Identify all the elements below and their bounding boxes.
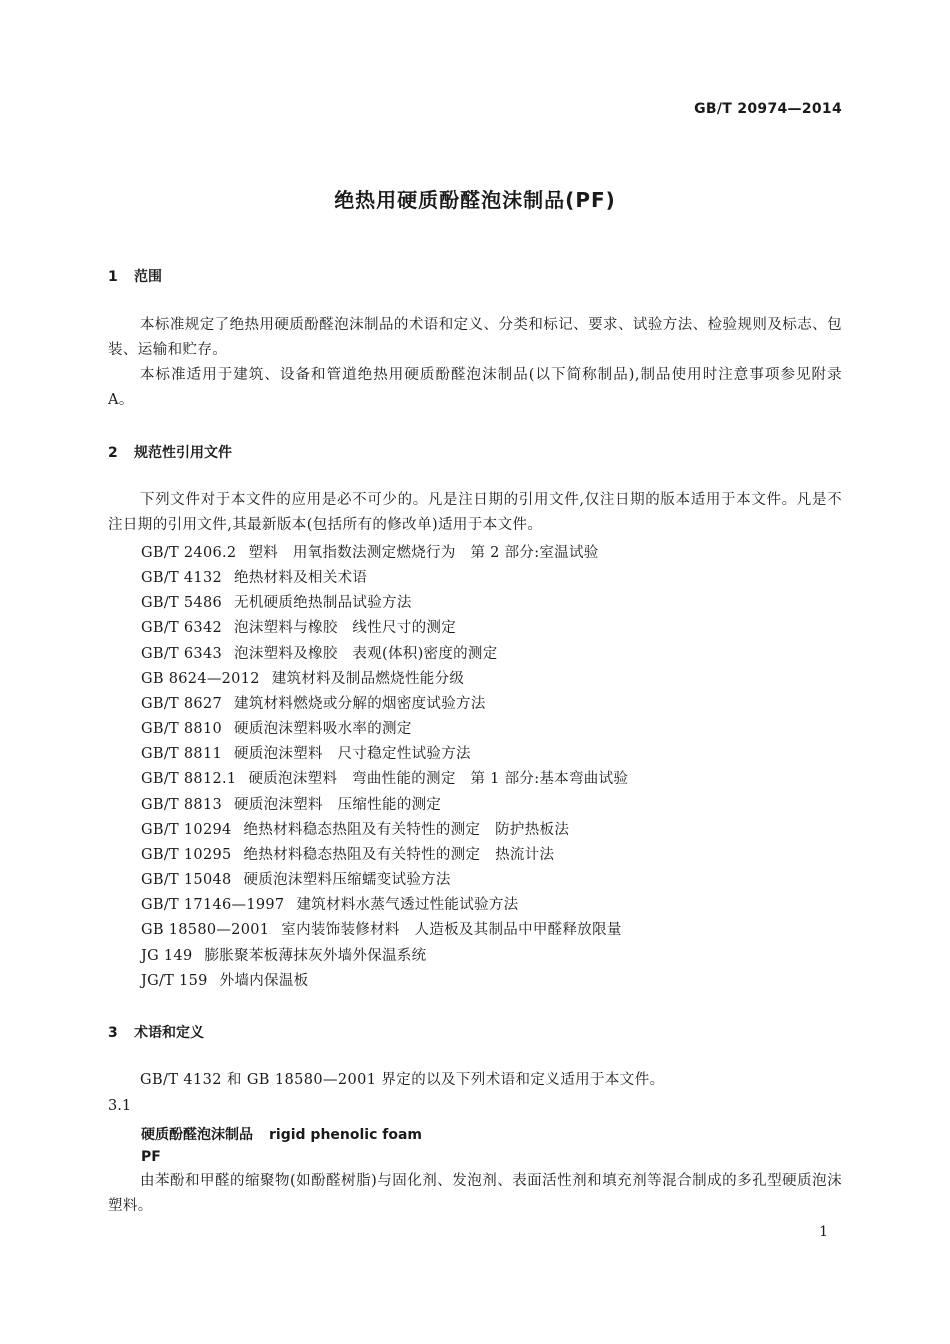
reference-title: 硬质泡沫塑料 尺寸稳定性试验方法 <box>234 746 471 762</box>
reference-title: 硬质泡沫塑料 压缩性能的测定 <box>234 797 442 813</box>
reference-title: 建筑材料燃烧或分解的烟密度试验方法 <box>234 696 486 712</box>
reference-item <box>141 843 554 864</box>
reference-title: 泡沫塑料及橡胶 表观(体积)密度的测定 <box>234 646 498 662</box>
section-number: 2 <box>108 445 118 461</box>
section-title: 规范性引用文件 <box>134 445 232 461</box>
reference-item <box>141 566 367 587</box>
reference-code: GB/T 15048 <box>141 872 232 888</box>
reference-title: 绝热材料及相关术语 <box>234 570 368 586</box>
reference-code: JG/T 159 <box>141 973 208 989</box>
section-1-heading <box>108 266 162 286</box>
reference-title: 绝热材料稳态热阻及有关特性的测定 热流计法 <box>243 847 555 863</box>
section-title: 范围 <box>134 269 162 285</box>
reference-title: 外墙内保温板 <box>219 973 309 989</box>
term-number: 3.1 <box>108 1098 132 1114</box>
reference-code: GB/T 10294 <box>141 822 232 838</box>
section-title: 术语和定义 <box>134 1025 204 1041</box>
term-heading <box>141 1124 422 1144</box>
section-1-paragraph: 本标准规定了绝热用硬质酚醛泡沫制品的术语和定义、分类和标记、要求、试验方法、检验规则及标志、包装、运输和贮存。 <box>108 317 842 358</box>
standard-code: GB/T 20974—2014 <box>694 101 842 117</box>
reference-title: 建筑材料水蒸气透过性能试验方法 <box>296 897 519 913</box>
reference-item <box>141 918 622 939</box>
reference-code: GB 18580—2001 <box>141 922 270 938</box>
reference-code: GB/T 10295 <box>141 847 232 863</box>
term-chinese: 硬质酚醛泡沫制品 <box>141 1127 253 1143</box>
reference-code: GB/T 2406.2 <box>141 545 237 561</box>
reference-code: GB/T 17146—1997 <box>141 897 285 913</box>
reference-title: 泡沫塑料与橡胶 线性尺寸的测定 <box>234 620 457 636</box>
reference-item <box>141 767 628 788</box>
reference-item <box>141 591 412 612</box>
reference-code: GB/T 5486 <box>141 595 223 611</box>
reference-title: 室内装饰装修材料 人造板及其制品中甲醛释放限量 <box>281 922 622 938</box>
page-number: 1 <box>819 1224 828 1240</box>
reference-title: 塑料 用氧指数法测定燃烧行为 第 2 部分:室温试验 <box>248 545 599 561</box>
reference-code: GB/T 6342 <box>141 620 223 636</box>
reference-title: 绝热材料稳态热阻及有关特性的测定 防护热板法 <box>243 822 570 838</box>
reference-code: GB/T 4132 <box>141 570 223 586</box>
reference-code: GB/T 8811 <box>141 746 223 762</box>
reference-item <box>141 742 471 763</box>
term-definition: 由苯酚和甲醛的缩聚物(如酚醛树脂)与固化剂、发泡剂、表面活性剂和填充剂等混合制成的多孔型硬质泡沫塑料。 <box>108 1173 842 1214</box>
section-1-paragraph: 本标准适用于建筑、设备和管道绝热用硬质酚醛泡沫制品(以下简称制品),制品使用时注意事项参见附录 A。 <box>108 367 843 408</box>
reference-code: GB 8624—2012 <box>141 671 260 687</box>
reference-item <box>141 717 412 738</box>
reference-title: 建筑材料及制品燃烧性能分级 <box>271 671 465 687</box>
reference-item <box>141 793 441 814</box>
section-number: 1 <box>108 269 118 285</box>
reference-item <box>141 541 599 562</box>
reference-code: GB/T 8627 <box>141 696 223 712</box>
reference-code: GB/T 8810 <box>141 721 223 737</box>
reference-item <box>141 642 498 663</box>
reference-item <box>141 692 486 713</box>
reference-item <box>141 969 308 990</box>
reference-title: 硬质泡沫塑料吸水率的测定 <box>234 721 412 737</box>
reference-item <box>141 667 464 688</box>
reference-title: 无机硬质绝热制品试验方法 <box>234 595 412 611</box>
section-2-heading <box>108 442 232 462</box>
reference-title: 硬质泡沫塑料压缩蠕变试验方法 <box>243 872 451 888</box>
term-english: rigid phenolic foam <box>269 1127 423 1143</box>
section-2-intro: 下列文件对于本文件的应用是必不可少的。凡是注日期的引用文件,仅注日期的版本适用于本文件。凡是不注日期的引用文件,其最新版本(包括所有的修改单)适用于本文件。 <box>108 492 842 533</box>
reference-item <box>141 818 569 839</box>
reference-code: GB/T 8813 <box>141 797 223 813</box>
reference-title: 硬质泡沫塑料 弯曲性能的测定 第 1 部分:基本弯曲试验 <box>248 771 629 787</box>
term-abbreviation: PF <box>141 1149 161 1165</box>
reference-item <box>141 868 451 889</box>
section-number: 3 <box>108 1025 118 1041</box>
section-3-heading <box>108 1022 204 1042</box>
reference-title: 膨胀聚苯板薄抹灰外墙外保温系统 <box>204 948 427 964</box>
reference-code: GB/T 8812.1 <box>141 771 237 787</box>
section-3-intro: GB/T 4132 和 GB 18580—2001 界定的以及下列术语和定义适用于本文件。 <box>140 1072 665 1088</box>
reference-code: JG 149 <box>141 948 193 964</box>
reference-item <box>141 616 456 637</box>
reference-code: GB/T 6343 <box>141 646 223 662</box>
reference-item <box>141 944 426 965</box>
document-title: 绝热用硬质酚醛泡沫制品(PF) <box>334 188 616 212</box>
reference-item <box>141 893 518 914</box>
